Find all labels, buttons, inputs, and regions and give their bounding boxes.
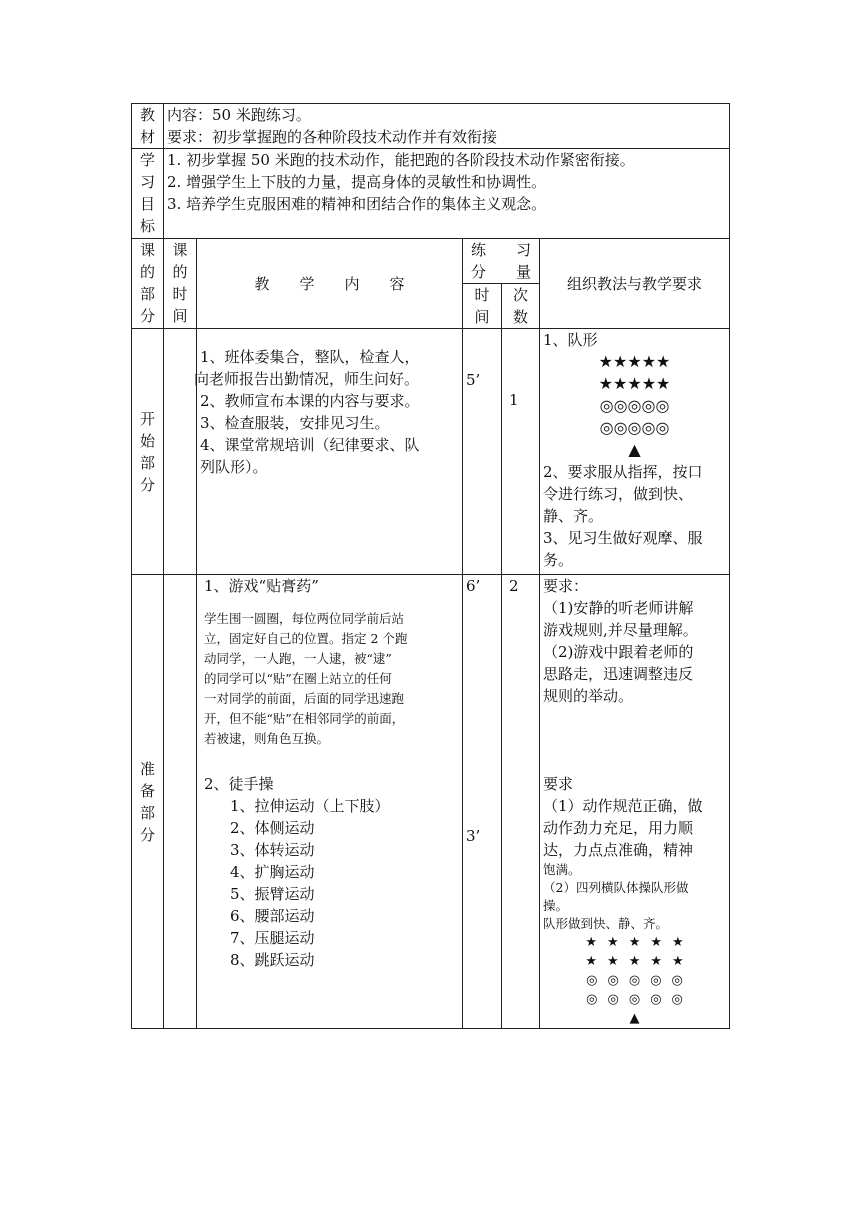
formation-teacher: ▲ <box>629 1011 650 1026</box>
req2-title: 要求 <box>543 775 574 793</box>
formation-teacher: ▲ <box>628 440 641 459</box>
material-label: 教 材 <box>132 104 164 149</box>
game-description: 学生围一圆圈，每位两位同学前后站 立，固定好自己的位置。指定 2 个跑 动同学，一人跑，一人逮，被“逮” 的同学可以“贴”在圈上站立的任何 一对同学的前面，后面的同学迅速跑 开，但不能“贴”在相邻同学的前面， 若被逮，则角色互换。 <box>204 611 408 746</box>
material-requirement: 要求：初步掌握跑的各种阶段技术动作并有效衔接 <box>167 128 498 146</box>
formation-row: ★★★★★ <box>585 935 694 950</box>
header-row <box>132 239 730 284</box>
prep-method: 要求： （1)安静的听老师讲解 游戏规则,并尽量理解。 （2)游戏中跟着老师的 思路走，迅速调整违反 规则的举动。 要求 （1）动作规范正确，做 动作劲力充足，用力顺 达，力点点准确，精神 饱满。 （2）四列横队体操队形做 操。 队形做到快、静、齐。 ★★★★★ ★★★★★ ◎◎◎◎◎ ◎◎◎◎◎ ▲ <box>540 575 730 1029</box>
formation-row: ★★★★★ <box>585 954 694 969</box>
exercise-item: 5、振臂运动 <box>230 885 315 903</box>
formation-row: ◎◎◎◎◎ <box>599 396 670 415</box>
header-sub-count: 次 数 <box>502 284 540 329</box>
header-practice: 练 习 分 量 <box>463 239 540 284</box>
lesson-plan-table <box>131 103 730 1029</box>
game-title: 1、游戏“贴膏药” <box>204 577 319 595</box>
exercise-item: 1、拉伸运动（上下肢） <box>230 797 390 815</box>
exercise-item: 4、扩胸运动 <box>230 863 315 881</box>
material-content: 内容：50 米跑练习。 <box>167 106 311 124</box>
start-row <box>132 329 730 575</box>
objectives-cell <box>164 149 730 239</box>
exercise-item: 6、腰部运动 <box>230 907 315 925</box>
header-content: 教 学 内 容 <box>197 239 463 329</box>
req2-small: （2）四列横队体操队形做 操。 队形做到快、静、齐。 <box>543 880 689 931</box>
formation-row: ◎◎◎◎◎ <box>586 973 693 988</box>
prep-count <box>502 575 540 1029</box>
formation-row: ★★★★★ <box>598 352 671 371</box>
prep-time <box>463 575 502 1029</box>
formation-row: ◎◎◎◎◎ <box>599 418 670 437</box>
formation-row: ◎◎◎◎◎ <box>586 992 693 1007</box>
header-sub-time: 时 间 <box>463 284 502 329</box>
prep-row <box>132 575 730 1029</box>
game-time: 6’ <box>466 577 481 595</box>
objective-item: 3. 培养学生克服困难的精神和团结合作的集体主义观念。 <box>167 195 547 213</box>
start-method-title: 1、队形 <box>543 331 598 349</box>
exercise-time: 3’ <box>466 827 481 845</box>
exercise-item: 3、体转运动 <box>230 841 315 859</box>
exercise-item: 8、跳跃运动 <box>230 951 315 969</box>
prep-label: 准 备 部 分 <box>132 575 164 1029</box>
prep-content <box>197 575 463 1029</box>
material-row <box>132 104 730 149</box>
exercise-item: 2、体侧运动 <box>230 819 315 837</box>
formation-row: ★★★★★ <box>598 374 671 393</box>
start-time: 5’ <box>463 329 502 575</box>
req1-title: 要求： <box>543 577 589 595</box>
start-formation <box>543 351 726 461</box>
exercise-title: 2、徒手操 <box>204 775 274 793</box>
material-cell <box>164 104 730 149</box>
start-label: 开 始 部 分 <box>132 329 164 575</box>
objective-item: 2. 增强学生上下肢的力量，提高身体的灵敏性和协调性。 <box>167 173 547 191</box>
objectives-label: 学 习 目 标 <box>132 149 164 239</box>
start-time-cell <box>164 329 197 575</box>
header-method: 组织教法与教学要求 <box>540 239 730 329</box>
objectives-row <box>132 149 730 239</box>
exercise-list <box>200 795 459 971</box>
objective-item: 1. 初步掌握 50 米跑的技术动作，能把跑的各阶段技术动作紧密衔接。 <box>167 151 635 169</box>
start-count: 1 <box>502 329 540 575</box>
header-time: 课 的 时 间 <box>164 239 197 329</box>
prep-formation <box>543 933 726 1028</box>
game-count: 2 <box>509 577 519 595</box>
start-method: 1、队形 ★★★★★ ★★★★★ ◎◎◎◎◎ ◎◎◎◎◎ ▲ 2、要求服从指挥，按口 令进行练习，做到快、 静、齐。 3、见习生做好观摩、服 务。 <box>540 329 730 575</box>
prep-time-cell <box>164 575 197 1029</box>
header-part: 课 的 部 分 <box>132 239 164 329</box>
exercise-item: 7、压腿运动 <box>230 929 315 947</box>
start-content: 1、班体委集合，整队，检查人， 向老师报告出勤情况，师生问好。 2、教师宣布本课的内容与要求。 3、检查服装，安排见习生。 4、课堂常规培训（纪律要求、队 列队形）。 <box>197 329 463 575</box>
